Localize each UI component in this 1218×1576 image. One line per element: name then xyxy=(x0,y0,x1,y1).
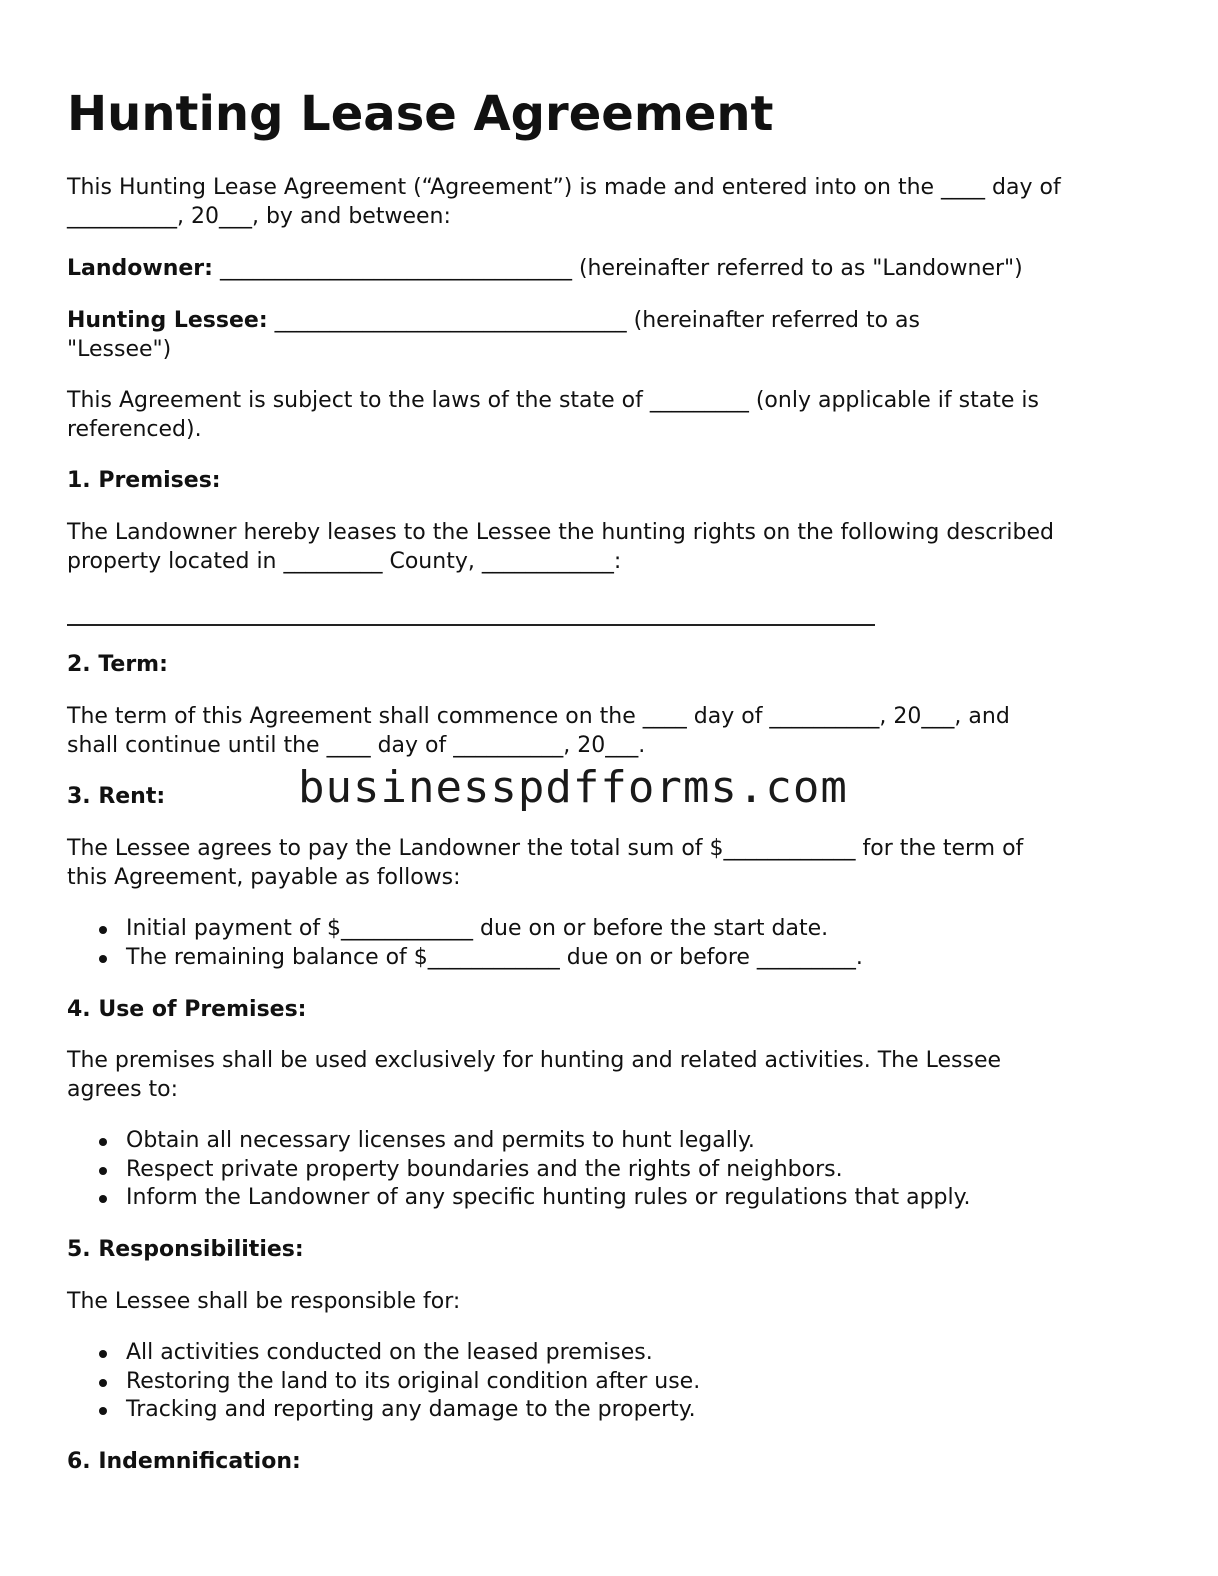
rent-paragraph xyxy=(67,835,1147,892)
premises-line-2: property located in _________ County, ____________: xyxy=(67,548,622,574)
landowner-label: Landowner: xyxy=(67,256,213,281)
use-heading: 4. Use of Premises: xyxy=(67,997,307,1022)
list-item: Restoring the land to its original condition after use. xyxy=(67,1368,700,1397)
watermark-text: businesspdfforms.com xyxy=(298,762,848,813)
lessee-label: Hunting Lessee: xyxy=(67,308,268,333)
list-item: Inform the Landowner of any specific hunting rules or regulations that apply. xyxy=(67,1184,971,1213)
lessee-text-1: ________________________________ (hereinafter referred to as xyxy=(267,308,920,333)
use-list xyxy=(67,1127,971,1213)
bullet-icon xyxy=(99,1138,107,1146)
intro-line-1: This Hunting Lease Agreement (“Agreement”) is made and entered into on the ____ day of xyxy=(67,175,1061,200)
state-clause-line-1: This Agreement is subject to the laws of the state of _________ (only applicable if state is xyxy=(67,388,1039,413)
rent-line-2: this Agreement, payable as follows: xyxy=(67,864,461,890)
page-title: Hunting Lease Agreement xyxy=(67,86,774,142)
list-item: The remaining balance of $____________ due on or before _________. xyxy=(67,944,863,973)
premises-line-1: The Landowner hereby leases to the Lessee the hunting rights on the following described xyxy=(67,520,1055,545)
use-paragraph xyxy=(67,1047,1147,1104)
bullet-icon xyxy=(99,955,107,963)
bullet-icon xyxy=(99,1195,107,1203)
bullet-icon xyxy=(99,1407,107,1415)
property-description-blank xyxy=(67,624,875,626)
intro-line-2: __________, 20___, by and between: xyxy=(67,203,451,229)
rent-line-1: The Lessee agrees to pay the Landowner the total sum of $____________ for the term of xyxy=(67,836,1024,861)
use-line-1: The premises shall be used exclusively for hunting and related activities. The Lessee xyxy=(67,1048,1002,1073)
premises-heading: 1. Premises: xyxy=(67,468,221,493)
responsibilities-paragraph: The Lessee shall be responsible for: xyxy=(67,1289,461,1314)
term-line-1: The term of this Agreement shall commence on the ____ day of __________, 20___, and xyxy=(67,704,1010,729)
list-item: Obtain all necessary licenses and permits to hunt legally. xyxy=(67,1127,971,1156)
rent-heading: 3. Rent: xyxy=(67,784,166,809)
bullet-icon xyxy=(99,1350,107,1358)
bullet-icon xyxy=(99,926,107,934)
list-item: Initial payment of $____________ due on or before the start date. xyxy=(67,915,863,944)
lessee-line xyxy=(67,307,1147,364)
premises-paragraph xyxy=(67,519,1147,576)
term-paragraph xyxy=(67,703,1147,760)
responsibilities-heading: 5. Responsibilities: xyxy=(67,1237,304,1262)
list-item: Respect private property boundaries and the rights of neighbors. xyxy=(67,1156,971,1185)
responsibilities-list xyxy=(67,1339,700,1425)
bullet-icon xyxy=(99,1167,107,1175)
state-clause xyxy=(67,387,1147,444)
landowner-line xyxy=(67,255,1147,284)
intro-paragraph xyxy=(67,174,1147,231)
lessee-text-2: "Lessee") xyxy=(67,336,172,362)
list-item: Tracking and reporting any damage to the property. xyxy=(67,1396,700,1425)
state-clause-line-2: referenced). xyxy=(67,416,202,442)
bullet-icon xyxy=(99,1379,107,1387)
landowner-text: ________________________________ (hereinafter referred to as "Landowner") xyxy=(212,256,1023,281)
rent-list xyxy=(67,915,863,972)
term-line-2: shall continue until the ____ day of __________, 20___. xyxy=(67,732,646,758)
term-heading: 2. Term: xyxy=(67,652,168,677)
indemnification-heading: 6. Indemnification: xyxy=(67,1449,301,1474)
list-item: All activities conducted on the leased premises. xyxy=(67,1339,700,1368)
use-line-2: agrees to: xyxy=(67,1076,179,1102)
